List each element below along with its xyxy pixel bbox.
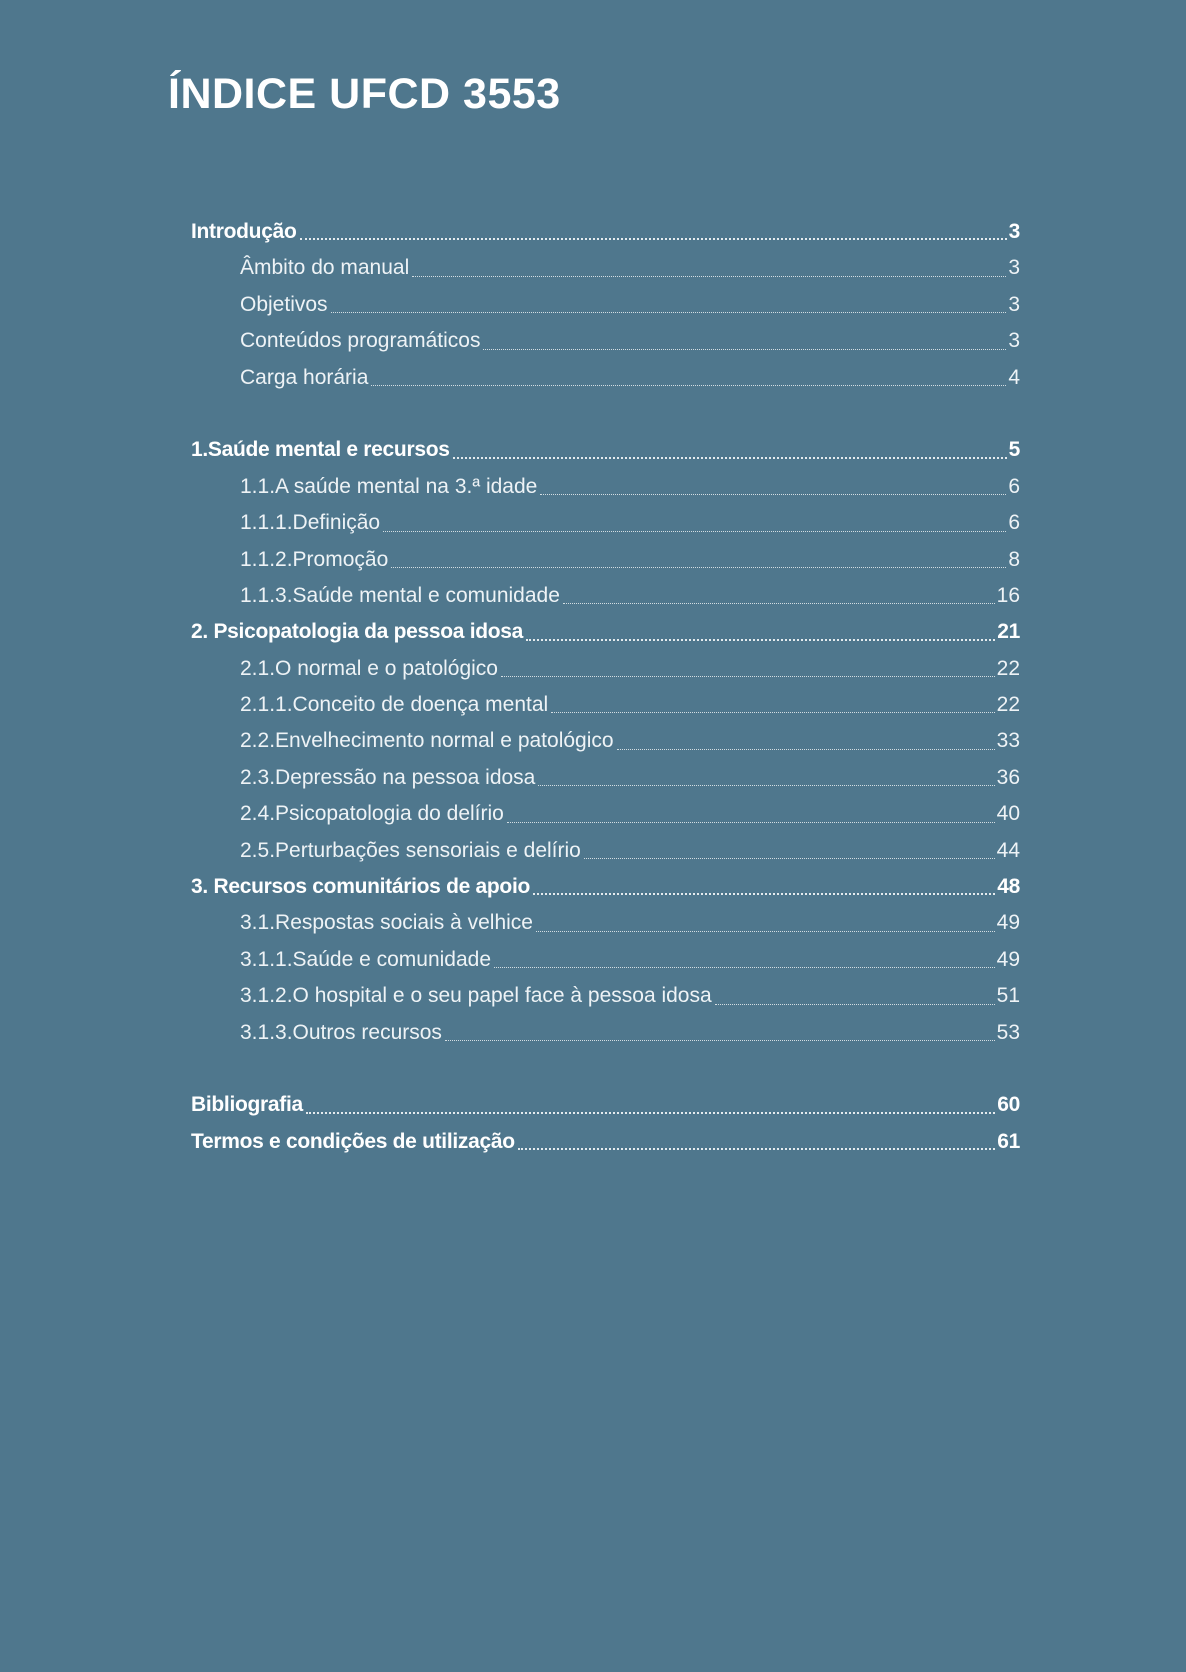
dot-leader [507,822,995,823]
toc-entry-page-number: 33 [996,729,1020,753]
toc-entry-page-number: 51 [996,984,1020,1008]
toc-entry-label: Introdução [191,220,297,243]
toc-entry[interactable] [191,432,1020,468]
toc-entry-page-number: 21 [997,620,1020,644]
dot-leader [371,385,1006,386]
toc-entry-page-number: 44 [996,838,1020,862]
dot-leader [563,603,995,604]
toc-entry-label: 1.1.2.Promoção [240,547,389,571]
toc-entry[interactable] [191,542,1020,578]
toc-entry[interactable] [191,1087,1020,1123]
page-title: ÍNDICE UFCD 3553 [168,70,561,118]
dot-leader [617,749,995,750]
toc-entry-label: Conteúdos programáticos [240,329,481,353]
toc-entry[interactable] [191,469,1020,505]
toc-entry[interactable] [191,323,1020,359]
toc-entry-label: 2.1.O normal e o patológico [240,656,498,680]
dot-leader [412,276,1006,277]
toc-entry[interactable] [191,651,1020,687]
dot-leader [526,639,995,641]
toc-entry-page-number: 6 [1008,474,1020,498]
toc-entry[interactable] [191,978,1020,1014]
toc-entry-page-number: 5 [1008,438,1020,462]
toc-entry-label: 3. Recursos comunitários de apoio [191,875,531,899]
toc-entry-page-number: 36 [996,765,1020,789]
toc-entry[interactable] [191,214,1020,250]
toc-entry-label: 2.4.Psicopatologia do delírio [240,802,504,826]
toc-entry-page-number: 6 [1008,511,1020,535]
toc-entry[interactable] [191,760,1020,796]
dot-leader [584,858,995,859]
dot-leader [483,349,1006,350]
toc-entry[interactable] [191,723,1020,759]
toc-entry[interactable] [191,942,1020,978]
toc-entry-label: 3.1.1.Saúde e comunidade [240,947,492,971]
toc-entry-label: Bibliografia [191,1093,303,1117]
toc-entry-label: 3.1.Respostas sociais à velhice [240,911,533,935]
table-of-contents [191,214,1020,1160]
toc-entry-page-number: 53 [996,1020,1020,1044]
toc-entry[interactable] [191,1124,1020,1160]
toc-entry-page-number: 49 [996,911,1020,935]
dot-leader [306,1112,995,1114]
toc-entry[interactable] [191,505,1020,541]
toc-entry-label: Termos e condições de utilização [191,1129,515,1153]
toc-entry-page-number: 22 [996,656,1020,680]
dot-leader [540,494,1006,495]
dot-leader [383,531,1006,532]
toc-entry-page-number: 4 [1008,365,1020,389]
toc-entry[interactable] [191,1015,1020,1051]
toc-entry-page-number: 22 [996,693,1020,717]
toc-entry-label: 1.1.A saúde mental na 3.ª idade [240,474,538,498]
toc-entry-label: Carga horária [240,365,369,389]
toc-entry-label: Âmbito do manual [240,256,410,280]
toc-entry-label: 2.2.Envelhecimento normal e patológico [240,729,614,753]
toc-entry-page-number: 16 [996,583,1020,607]
dot-leader [551,712,994,713]
dot-leader [331,312,1007,313]
dot-leader [715,1004,995,1005]
dot-leader [538,785,994,786]
dot-leader [533,893,995,895]
toc-entry-label: 2. Psicopatologia da pessoa idosa [191,620,524,644]
dot-leader [536,931,995,932]
toc-entry-page-number: 3 [1008,292,1020,316]
toc-entry-page-number: 40 [996,802,1020,826]
toc-entry-page-number: 3 [1008,256,1020,280]
toc-entry-label: 2.5.Perturbações sensoriais e delírio [240,838,581,862]
dot-leader [494,967,995,968]
toc-entry-page-number: 60 [997,1093,1020,1117]
toc-entry-page-number: 8 [1008,547,1020,571]
toc-entry[interactable] [191,687,1020,723]
toc-entry[interactable] [191,833,1020,869]
toc-entry[interactable] [191,614,1020,650]
toc-entry-page-number: 3 [1008,220,1020,243]
dot-leader [501,676,995,677]
toc-entry[interactable] [191,578,1020,614]
toc-entry[interactable] [191,287,1020,323]
toc-entry-label: 1.1.3.Saúde mental e comunidade [240,583,560,607]
toc-entry-label: 2.3.Depressão na pessoa idosa [240,765,536,789]
toc-entry[interactable] [191,796,1020,832]
toc-entry[interactable] [191,250,1020,286]
dot-leader [453,457,1007,459]
toc-entry-label: Objetivos [240,292,328,316]
toc-entry-label: 1.1.1.Definição [240,511,381,535]
dot-leader [445,1040,995,1041]
toc-entry-label: 2.1.1.Conceito de doença mental [240,693,549,717]
toc-entry-page-number: 49 [996,947,1020,971]
toc-entry-page-number: 61 [997,1129,1020,1153]
toc-entry[interactable] [191,869,1020,905]
toc-entry-label: 1.Saúde mental e recursos [191,438,450,462]
toc-entry-label: 3.1.2.O hospital e o seu papel face à pessoa idosa [240,984,712,1008]
toc-entry-page-number: 3 [1008,329,1020,353]
dot-leader [518,1148,995,1150]
toc-entry[interactable] [191,905,1020,941]
toc-entry[interactable] [191,360,1020,396]
toc-entry-page-number: 48 [997,875,1020,899]
dot-leader [391,567,1006,568]
dot-leader [300,238,1007,240]
toc-entry-label: 3.1.3.Outros recursos [240,1020,442,1044]
